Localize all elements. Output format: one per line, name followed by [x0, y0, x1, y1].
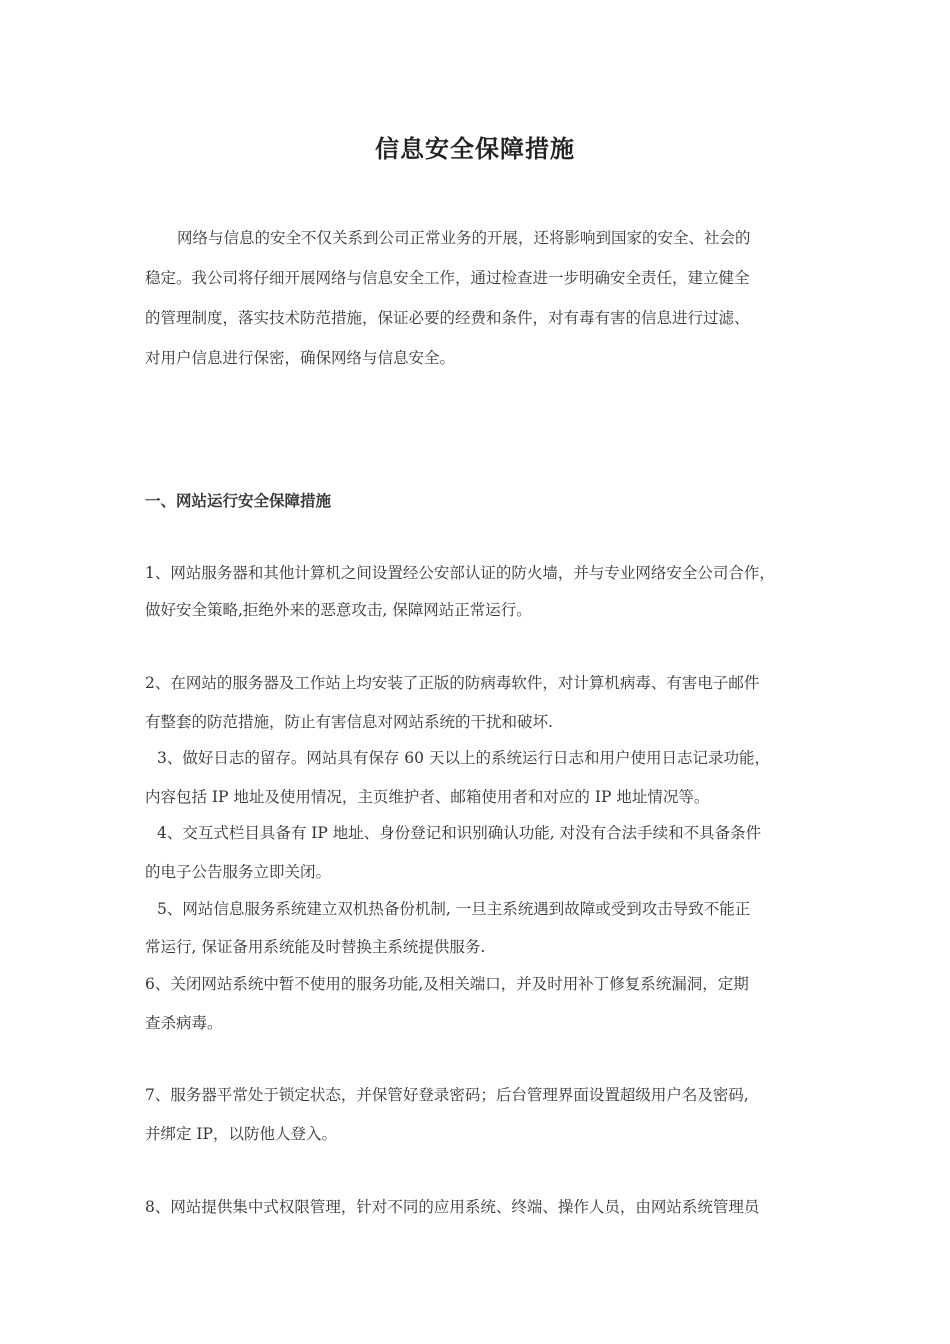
item-6-line-1: 6、关闭网站系统中暂不使用的服务功能,及相关端口，并及时用补丁修复系统漏洞，定期 [145, 975, 749, 993]
item-5-line-1: 5、网站信息服务系统建立双机热备份机制, 一旦主系统遇到故障或受到攻击导致不能正 [157, 900, 751, 918]
intro-line-2: 稳定。我公司将仔细开展网络与信息安全工作，通过检查进一步明确安全责任，建立健全 [145, 269, 750, 287]
item-4-line-1: 4、交互式栏目具备有 IP 地址、身份登记和识别确认功能, 对没有合法手续和不具备条件 [157, 824, 762, 842]
intro-line-4: 对用户信息进行保密，确保网络与信息安全。 [145, 349, 456, 367]
intro-line-1: 网络与信息的安全不仅关系到公司正常业务的开展，还将影响到国家的安全、社会的 [177, 229, 751, 247]
intro-line-3: 的管理制度，落实技术防范措施，保证必要的经费和条件，对有毒有害的信息进行过滤、 [145, 309, 750, 327]
item-1-line-1: 1、网站服务器和其他计算机之间设置经公安部认证的防火墙，并与专业网络安全公司合作， [145, 564, 775, 582]
item-7-line-2: 并绑定 IP，以防他人登入。 [145, 1125, 337, 1143]
item-3-line-1: 3、做好日志的留存。网站具有保存 60 天以上的系统运行日志和用户使用日志记录功能， [157, 749, 770, 767]
document-title: 信息安全保障措施 [375, 134, 575, 163]
item-2-line-1: 2、在网站的服务器及工作站上均安装了正版的防病毒软件，对计算机病毒、有害电子邮件 [145, 674, 760, 692]
item-8-line-1: 8、网站提供集中式权限管理，针对不同的应用系统、终端、操作人员，由网站系统管理员 [145, 1198, 760, 1216]
item-6-line-2: 查杀病毒。 [145, 1014, 223, 1032]
item-2-line-2: 有整套的防范措施，防止有害信息对网站系统的干扰和破坏. [145, 713, 553, 731]
item-1-line-2: 做好安全策略,拒绝外来的恶意攻击, 保障网站正常运行。 [145, 601, 532, 619]
section-heading: 一、网站运行安全保障措施 [145, 491, 332, 510]
item-4-line-2: 的电子公告服务立即关闭。 [145, 863, 332, 881]
item-3-line-2: 内容包括 IP 地址及使用情况，主页维护者、邮箱使用者和对应的 IP 地址情况等。 [145, 788, 710, 806]
item-7-line-1: 7、服务器平常处于锁定状态，并保管好登录密码；后台管理界面设置超级用户名及密码, [145, 1086, 749, 1104]
item-5-line-2: 常运行, 保证备用系统能及时替换主系统提供服务. [145, 938, 486, 956]
